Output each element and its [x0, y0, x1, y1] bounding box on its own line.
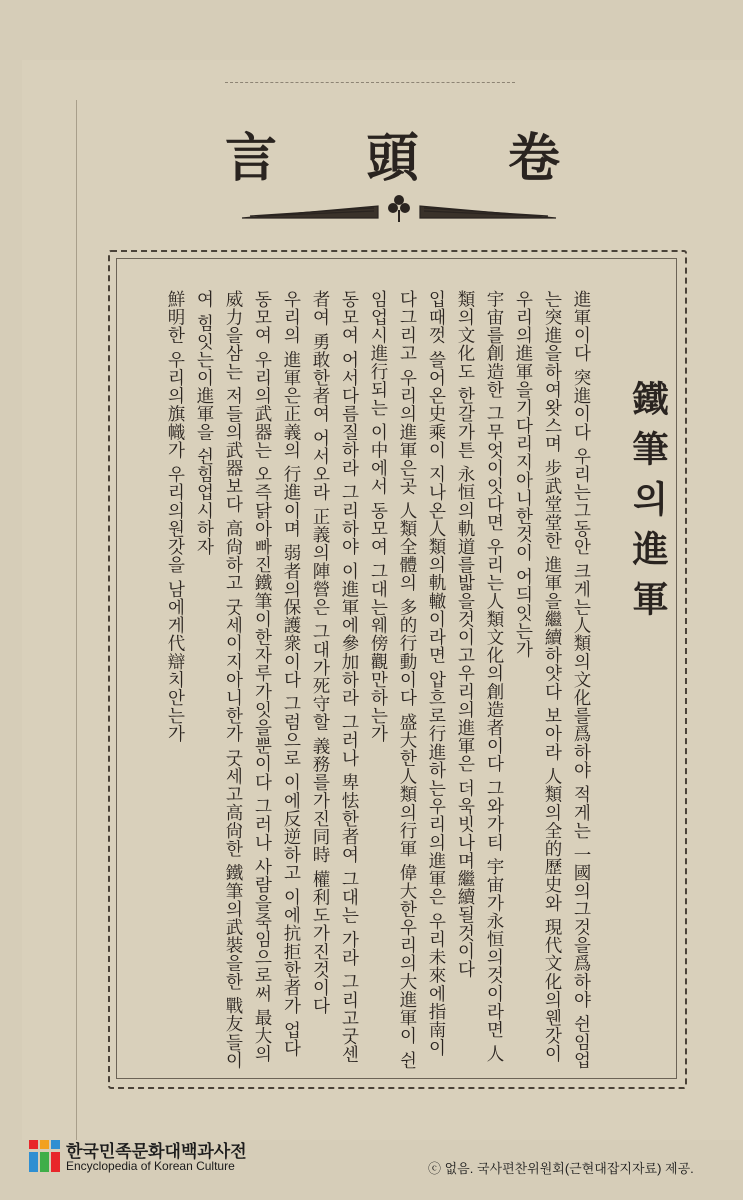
essay-paragraph: 宇宙를創造한 그무엇이잇다면 우리는人類文化의創造者이다 그와가티 宇宙가永恒의것이라면 人類의文化도 한갈가튼 永恒의軌道를밟을것이고우리의進軍은 더욱빗나며繼續될것이다 — [455, 290, 504, 1063]
clover-icon — [388, 195, 410, 222]
title-char-2: 頭 — [366, 127, 419, 189]
title-char-1: 卷 — [507, 127, 560, 189]
essay-paragraph: 鮮明한 우리의旗幟가 우리의원갓을 남에게代辯치안는가 — [165, 290, 185, 743]
page-title — [225, 118, 560, 188]
encyclopedia-logo-icon — [28, 1136, 62, 1176]
footer-credit: ⓒ 없음. 국사편찬위원회(근현대잡지자료) 제공. — [428, 1161, 694, 1176]
left-wing-ornament — [242, 206, 378, 218]
essay-body — [130, 290, 595, 1070]
title-char-3: 言 — [225, 127, 278, 189]
essay-paragraph: 進軍이다 突進이다 우리는그동안 크게는人類의文化를爲하야 적게는 一國의그것을爲하야 쉰임업는突進을하여왓스며 步武堂堂한 進軍을繼續하얏다 보아라 人類의全的歷史와 現代文化의웬갓이 우리의進軍을기다리지아니한것이 어듸잇는가 — [513, 290, 591, 1070]
title-ornament — [240, 188, 558, 228]
page-margin-rule — [76, 100, 77, 1140]
top-dashed-rule — [225, 82, 515, 83]
essay-paragraph: 우리의 進軍은正義의 行進이며 弱者의保護衆이다 그럼으로 이에反逆하고 이에抗拒한者가 업다동모여 우리의武器는 오즉닭아빠진鐵筆이한자루가잇을뿐이다 그러나 사람을죽임으로써 最大의威力을삼는 저들의武器보다 高尙하고 굿세이지아니한가 굿세고高尙한 鐵筆의武裝을한 戰友들이여 힘잇는이進軍을 쉰힘업시하자 — [194, 290, 301, 1070]
essay-paragraph: 입때껏 쓸어온史乘이 지나온人類의軌轍이라면 압흐로行進하는우리의進軍은 우리未來에指南이다그리고 우리의進軍은곳 人類全體의 多的行動이다 盛大한人類의行軍 偉大한우리의大進軍이 쉰임업시進行되는 이中에서 동모여 그대는웨傍觀만하는가 — [368, 290, 446, 1070]
essay-paragraph: 동모여 어서다름질하라 그리하야 이進軍에參加하라 그러나 卑怯한者여 그대는 가라 그리고굿센者여 勇敢한者여 어서오라 正義의陣營은 그대가死守할 義務를가진同時 權利도가진것이다 — [310, 290, 359, 1064]
footer-brand-english: Encyclopedia of Korean Culture — [66, 1159, 235, 1173]
right-wing-ornament — [420, 206, 556, 218]
essay-title: 鐵筆의進軍 — [627, 380, 669, 630]
footer-brand-korean: 한국민족문화대백과사전 — [66, 1142, 247, 1161]
